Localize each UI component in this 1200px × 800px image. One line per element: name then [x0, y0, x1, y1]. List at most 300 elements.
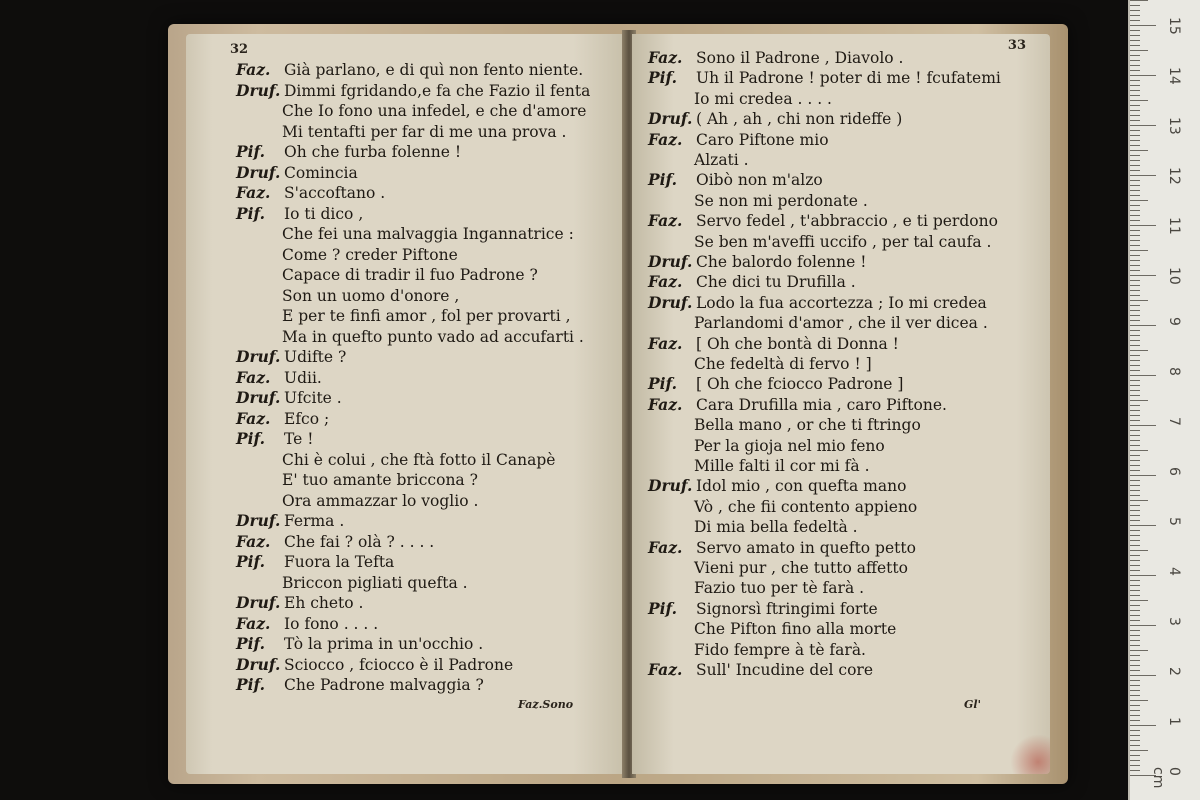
ruler-tick: [1130, 450, 1148, 451]
right-page-number: 33: [1007, 38, 1026, 53]
ruler-tick: [1130, 175, 1156, 176]
ruler-tick: [1130, 590, 1140, 591]
ruler-tick: [1130, 490, 1140, 491]
ruler-tick: [1130, 360, 1140, 361]
dialogue-text: Ora ammazzar lo voglio .: [282, 491, 479, 510]
ruler-tick: [1130, 675, 1156, 676]
ruler-tick: [1130, 710, 1140, 711]
dialogue-line: [236, 347, 346, 367]
speaker-name: Pif.: [648, 598, 678, 618]
dialogue-text: Come ? creder Piftone: [282, 245, 458, 264]
speaker-name: Faz.: [236, 367, 271, 387]
ruler-tick: [1130, 170, 1140, 171]
speaker-name: Pif.: [236, 552, 266, 571]
dialogue-text: Udii.: [284, 368, 322, 387]
dialogue-text: Vò , che fii contento appieno: [694, 497, 918, 516]
ruler-tick: [1130, 310, 1140, 311]
ruler-tick: [1130, 340, 1140, 341]
ruler-tick: [1130, 285, 1140, 286]
ruler-tick: [1130, 145, 1140, 146]
dialogue-line: [236, 634, 483, 654]
ruler-tick: [1130, 640, 1140, 641]
dialogue-line: [694, 558, 908, 578]
ruler-tick: [1130, 750, 1148, 751]
speaker-name: Druf.: [648, 476, 693, 496]
ruler-tick: [1130, 695, 1140, 696]
ruler-tick: [1130, 620, 1140, 621]
ruler-tick: [1130, 540, 1140, 541]
ruler-tick: [1130, 475, 1156, 476]
dialogue-text: Per la gioja nel mio feno: [694, 436, 885, 455]
ruler-tick: [1130, 260, 1140, 261]
ruler-tick: [1130, 770, 1140, 771]
ruler-tick: [1130, 630, 1140, 631]
page-stain: [1010, 734, 1050, 774]
dialogue-line: [648, 334, 899, 354]
dialogue-line: [648, 599, 878, 619]
dialogue-line: [694, 191, 868, 211]
ruler-tick: [1130, 685, 1140, 686]
dialogue-line: [694, 89, 832, 109]
ruler-tick: [1130, 495, 1140, 496]
speaker-name: Faz.: [236, 60, 271, 79]
dialogue-line: [236, 409, 329, 429]
ruler-tick: [1130, 600, 1148, 601]
dialogue-text: Idol mio , con quefta mano: [696, 477, 907, 496]
ruler-tick: [1130, 90, 1140, 91]
ruler-label: 4: [1166, 567, 1182, 576]
speaker-name: Druf.: [236, 593, 281, 612]
dialogue-text: Parlandomi d'amor , che il ver dicea .: [694, 314, 988, 333]
dialogue-line: [694, 415, 921, 435]
ruler-tick: [1130, 230, 1140, 231]
dialogue-line: [648, 374, 903, 394]
ruler-tick: [1130, 525, 1156, 526]
speaker-name: Druf.: [236, 388, 281, 407]
speaker-name: Faz.: [236, 613, 271, 633]
speaker-name: Pif.: [648, 68, 678, 88]
dialogue-line: [282, 286, 459, 306]
dialogue-line: [282, 573, 468, 593]
dialogue-line: [236, 511, 344, 531]
dialogue-line: [648, 538, 916, 558]
ruler-tick: [1130, 380, 1140, 381]
ruler-tick: [1130, 125, 1156, 126]
ruler-tick: [1130, 595, 1140, 596]
ruler-tick: [1130, 200, 1148, 201]
ruler-tick: [1130, 165, 1140, 166]
dialogue-line: [236, 675, 484, 695]
dialogue-text: Io ti dico ,: [284, 204, 364, 223]
speaker-name: Druf.: [236, 162, 281, 182]
dialogue-text: Sciocco , fciocco è il Padrone: [284, 655, 514, 674]
ruler-label: 3: [1166, 617, 1182, 626]
dialogue-line: [694, 456, 870, 476]
ruler-tick: [1130, 375, 1156, 376]
ruler-label: 6: [1166, 467, 1182, 476]
ruler-tick: [1130, 290, 1140, 291]
ruler-tick: [1130, 225, 1156, 226]
dialogue-text: Cara Drufilla mia , caro Piftone.: [696, 395, 947, 414]
ruler-tick: [1130, 470, 1140, 471]
ruler-tick: [1130, 400, 1148, 401]
speaker-name: Druf.: [236, 654, 281, 674]
dialogue-line: [694, 313, 988, 333]
dialogue-line: [282, 327, 584, 347]
dialogue-line: [236, 368, 322, 388]
left-catchword: Faz.Sono: [518, 698, 574, 711]
ruler-tick: [1130, 390, 1140, 391]
dialogue-line: [282, 491, 478, 511]
dialogue-line: [648, 293, 987, 313]
ruler-tick: [1130, 655, 1140, 656]
dialogue-text: Oibò non m'alzo: [696, 171, 823, 190]
ruler-tick: [1130, 645, 1140, 646]
dialogue-line: [282, 470, 478, 490]
dialogue-text: Fuora la Tefta: [284, 553, 395, 571]
speaker-name: Faz.: [236, 183, 271, 202]
dialogue-text: Servo amato in quefto petto: [696, 538, 916, 557]
ruler-tick: [1130, 555, 1140, 556]
ruler-tick: [1130, 320, 1140, 321]
dialogue-line: [282, 450, 555, 470]
ruler-tick: [1130, 575, 1156, 576]
dialogue-line: [648, 395, 947, 415]
dialogue-text: Fazio tuo per tè farà .: [694, 579, 865, 598]
ruler-label: 8: [1166, 367, 1182, 376]
ruler-tick: [1130, 580, 1140, 581]
dialogue-text: Servo fedel , t'abbraccio , e ti perdono: [696, 212, 998, 231]
ruler-tick: [1130, 480, 1140, 481]
ruler-tick: [1130, 35, 1140, 36]
dialogue-line: [282, 306, 571, 326]
dialogue-text: Alzati .: [694, 151, 749, 169]
dialogue-line: [648, 211, 998, 231]
ruler-label: 13: [1166, 117, 1182, 135]
ruler-tick: [1130, 335, 1140, 336]
dialogue-text: Vieni pur , che tutto affetto: [694, 559, 908, 577]
dialogue-text: Capace di tradir il fuo Padrone ?: [282, 266, 538, 284]
dialogue-line: [282, 265, 538, 285]
dialogue-line: [236, 81, 590, 101]
dialogue-text: Te !: [284, 430, 314, 448]
ruler-tick: [1130, 210, 1140, 211]
speaker-name: Druf.: [236, 347, 281, 366]
ruler-tick: [1130, 190, 1140, 191]
dialogue-line: [236, 593, 363, 613]
ruler-tick: [1130, 455, 1140, 456]
ruler-tick: [1130, 305, 1140, 306]
ruler-tick: [1130, 665, 1140, 666]
speaker-name: Faz.: [236, 531, 271, 551]
ruler-tick: [1130, 550, 1148, 551]
ruler-tick: [1130, 395, 1140, 396]
dialogue-text: Ferma .: [284, 512, 345, 530]
ruler-tick: [1130, 445, 1140, 446]
ruler-tick: [1130, 715, 1140, 716]
ruler-tick: [1130, 605, 1140, 606]
speaker-name: Pif.: [236, 203, 266, 223]
ruler-tick: [1130, 465, 1140, 466]
ruler-tick: [1130, 275, 1156, 276]
right-page: [632, 34, 1050, 774]
ruler-tick: [1130, 625, 1156, 626]
ruler-tick: [1130, 315, 1140, 316]
dialogue-line: [648, 48, 903, 68]
ruler-tick: [1130, 135, 1140, 136]
ruler-tick: [1130, 725, 1156, 726]
ruler-tick: [1130, 15, 1140, 16]
ruler-tick: [1130, 205, 1140, 206]
dialogue-text: Comincia: [284, 163, 358, 182]
ruler-tick: [1130, 100, 1148, 101]
dialogue-line: [282, 101, 586, 121]
ruler-tick: [1130, 720, 1140, 721]
ruler-tick: [1130, 350, 1148, 351]
ruler-tick: [1130, 40, 1140, 41]
ruler-tick: [1130, 245, 1140, 246]
dialogue-text: Che fai ? olà ? . . . .: [284, 532, 435, 551]
dialogue-line: [694, 497, 917, 517]
ruler-tick: [1130, 45, 1140, 46]
ruler-tick: [1130, 690, 1140, 691]
ruler-label: 1: [1166, 717, 1182, 726]
ruler-tick: [1130, 760, 1140, 761]
dialogue-text: [ Oh che bontà di Donna !: [696, 334, 899, 353]
ruler-tick: [1130, 730, 1140, 731]
ruler-tick: [1130, 240, 1140, 241]
dialogue-text: Bella mano , or che ti ftringo: [694, 416, 921, 435]
ruler-tick: [1130, 435, 1140, 436]
ruler-label: 10: [1166, 267, 1182, 285]
dialogue-text: Udifte ?: [284, 348, 347, 366]
dialogue-text: Di mia bella fedeltà .: [694, 518, 858, 537]
ruler-tick: [1130, 615, 1140, 616]
ruler-tick: [1130, 570, 1140, 571]
left-page-text: [186, 34, 626, 774]
ruler-tick: [1130, 705, 1140, 706]
dialogue-line: [236, 204, 363, 224]
ruler-tick: [1130, 115, 1140, 116]
dialogue-text: Che fei una malvaggia Ingannatrice :: [282, 225, 574, 243]
dialogue-text: Ma in quefto punto vado ad accufarti .: [282, 327, 584, 346]
ruler-tick: [1130, 430, 1140, 431]
speaker-name: Druf.: [648, 109, 693, 129]
dialogue-text: Già parlano, e di quì non fento niente.: [284, 61, 584, 79]
dialogue-line: [236, 532, 434, 552]
dialogue-text: Oh che furba folenne !: [284, 143, 462, 161]
ruler-tick: [1130, 650, 1148, 651]
ruler-tick: [1130, 660, 1140, 661]
left-page: [186, 34, 626, 774]
ruler-tick: [1130, 510, 1140, 511]
right-catchword: Gl': [964, 698, 981, 711]
ruler-tick: [1130, 180, 1140, 181]
ruler-tick: [1130, 65, 1140, 66]
dialogue-line: [694, 640, 866, 660]
ruler-tick: [1130, 330, 1140, 331]
speaker-name: Pif.: [236, 142, 266, 161]
ruler-tick: [1130, 440, 1140, 441]
ruler-tick: [1130, 150, 1148, 151]
speaker-name: Faz.: [236, 408, 271, 428]
dialogue-text: Mille falti il cor mi fà .: [694, 457, 870, 475]
dialogue-text: S'accoftano .: [284, 184, 386, 202]
ruler-tick: [1130, 255, 1140, 256]
ruler-tick: [1130, 270, 1140, 271]
dialogue-text: Che Io fono una infedel, e che d'amore: [282, 102, 587, 120]
ruler-tick: [1130, 700, 1148, 701]
dialogue-text: Uh il Padrone ! poter di me ! fcufatemi: [696, 69, 1001, 88]
ruler-tick: [1130, 460, 1140, 461]
dialogue-line: [648, 109, 902, 129]
dialogue-line: [648, 130, 829, 150]
ruler-tick: [1130, 300, 1148, 301]
dialogue-line: [236, 388, 342, 408]
ruler-tick: [1130, 505, 1140, 506]
ruler-tick: [1130, 220, 1140, 221]
speaker-name: Druf.: [648, 292, 693, 312]
dialogue-line: [282, 224, 574, 244]
ruler-tick: [1130, 670, 1140, 671]
ruler-tick: [1130, 20, 1140, 21]
dialogue-line: [648, 170, 823, 190]
ruler-tick: [1130, 610, 1140, 611]
ruler-tick: [1130, 70, 1140, 71]
ruler-tick: [1130, 515, 1140, 516]
dialogue-line: [648, 476, 906, 496]
ruler-tick: [1130, 235, 1140, 236]
dialogue-text: Che Pifton fino alla morte: [694, 620, 897, 639]
dialogue-text: Che balordo folenne !: [696, 253, 867, 271]
speaker-name: Druf.: [236, 80, 281, 100]
dialogue-text: Eh cheto .: [284, 594, 364, 612]
dialogue-text: Chi è colui , che ftà fotto il Canapè: [282, 450, 556, 469]
ruler-tick: [1130, 85, 1140, 86]
dialogue-text: Io mi credea . . . .: [694, 89, 832, 108]
ruler-tick: [1130, 745, 1140, 746]
ruler-tick: [1130, 765, 1140, 766]
ruler-tick: [1130, 405, 1140, 406]
ruler-tick: [1130, 140, 1140, 141]
ruler-tick: [1130, 120, 1140, 121]
ruler-tick: [1130, 585, 1140, 586]
dialogue-line: [648, 68, 1001, 88]
ruler-tick: [1130, 155, 1140, 156]
ruler-tick: [1130, 110, 1140, 111]
ruler-tick: [1130, 250, 1148, 251]
ruler-label: 0 cm: [1150, 767, 1182, 789]
speaker-name: Druf.: [648, 252, 693, 271]
ruler-tick: [1130, 355, 1140, 356]
ruler-tick: [1130, 80, 1140, 81]
dialogue-text: E per te finfi amor , fol per provarti ,: [282, 307, 571, 325]
ruler-tick: [1130, 415, 1140, 416]
dialogue-line: [694, 232, 991, 252]
dialogue-line: [282, 122, 566, 142]
dialogue-text: Che dici tu Drufilla .: [696, 273, 856, 292]
ruler-tick: [1130, 735, 1140, 736]
dialogue-line: [694, 354, 872, 374]
speaker-name: Faz.: [648, 660, 683, 679]
ruler-tick: [1130, 265, 1140, 266]
dialogue-line: [694, 436, 885, 456]
dialogue-text: ( Ah , ah , chi non rideffe ): [696, 110, 903, 129]
ruler-tick: [1130, 485, 1140, 486]
ruler-tick: [1130, 500, 1148, 501]
ruler-label: 12: [1166, 167, 1182, 185]
dialogue-line: [648, 272, 856, 292]
ruler-tick: [1130, 30, 1140, 31]
ruler-tick: [1130, 75, 1156, 76]
dialogue-text: Fido fempre à tè farà.: [694, 640, 866, 659]
dialogue-line: [236, 429, 313, 449]
measuring-ruler: [1128, 0, 1200, 800]
speaker-name: Faz.: [648, 272, 683, 292]
dialogue-text: Sull' Incudine del core: [696, 661, 874, 679]
ruler-tick: [1130, 740, 1140, 741]
ruler-tick: [1130, 535, 1140, 536]
ruler-tick: [1130, 105, 1140, 106]
dialogue-line: [236, 163, 358, 183]
ruler-tick: [1130, 215, 1140, 216]
dialogue-line: [236, 614, 378, 634]
ruler-tick: [1130, 635, 1140, 636]
ruler-tick: [1130, 325, 1156, 326]
ruler-label: 7: [1166, 417, 1182, 426]
dialogue-line: [648, 660, 873, 680]
dialogue-text: Signorsì ftringimi forte: [696, 599, 878, 618]
dialogue-line: [694, 150, 749, 170]
dialogue-text: Lodo la fua accortezza ; Io mi credea: [696, 293, 987, 312]
ruler-tick: [1130, 385, 1140, 386]
dialogue-text: Che Padrone malvaggia ?: [284, 676, 484, 694]
dialogue-text: Se ben m'aveffi uccifo , per tal caufa .: [694, 232, 992, 251]
dialogue-text: Sono il Padrone , Diavolo .: [696, 49, 904, 67]
dialogue-line: [236, 142, 461, 162]
ruler-tick: [1130, 130, 1140, 131]
dialogue-line: [236, 552, 394, 572]
ruler-tick: [1130, 0, 1148, 1]
ruler-label: 2: [1166, 667, 1182, 676]
ruler-tick: [1130, 10, 1140, 11]
ruler-tick: [1130, 55, 1140, 56]
ruler-tick: [1130, 680, 1140, 681]
speaker-name: Faz.: [648, 211, 683, 231]
ruler-label: 9: [1166, 317, 1182, 326]
dialogue-text: E' tuo amante briccona ?: [282, 471, 478, 489]
dialogue-text: Caro Piftone mio: [696, 130, 829, 149]
ruler-tick: [1130, 755, 1140, 756]
speaker-name: Pif.: [236, 634, 266, 653]
ruler-tick: [1130, 345, 1140, 346]
ruler-tick: [1130, 280, 1140, 281]
ruler-tick: [1130, 370, 1140, 371]
ruler-label: 15: [1166, 17, 1182, 35]
speaker-name: Pif.: [236, 429, 266, 448]
dialogue-line: [648, 252, 866, 272]
left-page-number: 32: [230, 42, 249, 57]
speaker-name: Faz.: [648, 48, 683, 67]
ruler-tick: [1130, 410, 1140, 411]
dialogue-text: Efco ;: [284, 409, 330, 428]
ruler-tick: [1130, 365, 1140, 366]
dialogue-text: Tò la prima in un'occhio .: [284, 635, 484, 653]
ruler-tick: [1130, 160, 1140, 161]
ruler-tick: [1130, 195, 1140, 196]
right-page-text: [632, 34, 1050, 774]
dialogue-text: Mi tentafti per far di me una prova .: [282, 122, 567, 141]
